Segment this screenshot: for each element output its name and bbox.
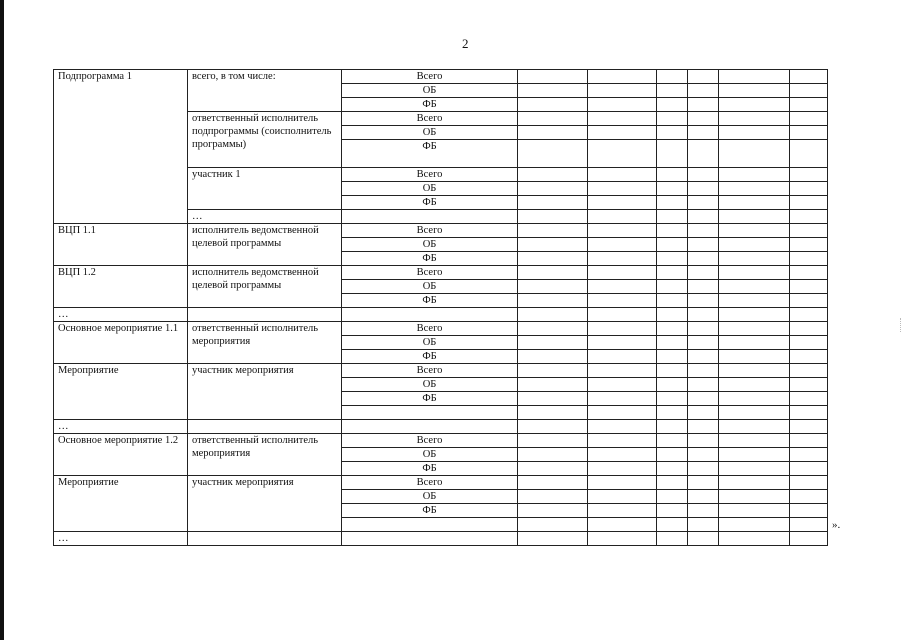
executor-cell: ответственный исполнитель мероприятия xyxy=(188,322,342,364)
value-cell xyxy=(688,238,719,252)
scan-mark xyxy=(900,318,902,332)
value-cell xyxy=(719,266,790,280)
value-cell xyxy=(790,210,828,224)
value-cell xyxy=(719,182,790,196)
value-cell xyxy=(518,532,588,546)
source-cell-ob: ОБ xyxy=(342,182,518,196)
source-cell-fb: ФБ xyxy=(342,196,518,210)
value-cell xyxy=(790,224,828,238)
value-cell xyxy=(588,406,657,420)
value-cell xyxy=(518,308,588,322)
value-cell xyxy=(719,322,790,336)
source-cell-ob: ОБ xyxy=(342,490,518,504)
value-cell xyxy=(790,392,828,406)
value-cell xyxy=(790,140,828,168)
value-cell xyxy=(518,70,588,84)
value-cell xyxy=(790,168,828,182)
value-cell xyxy=(719,406,790,420)
executor-cell xyxy=(188,420,342,434)
value-cell xyxy=(790,490,828,504)
executor-cell xyxy=(188,308,342,322)
value-cell xyxy=(518,182,588,196)
value-cell xyxy=(657,196,688,210)
source-cell-empty xyxy=(342,406,518,420)
value-cell xyxy=(719,420,790,434)
value-cell xyxy=(588,434,657,448)
value-cell xyxy=(657,280,688,294)
source-cell-total: Всего xyxy=(342,224,518,238)
value-cell xyxy=(657,98,688,112)
value-cell xyxy=(657,490,688,504)
value-cell xyxy=(588,280,657,294)
value-cell xyxy=(688,350,719,364)
source-cell-ob: ОБ xyxy=(342,126,518,140)
source-cell-empty xyxy=(342,518,518,532)
executor-cell: исполнитель ведомственной целевой программы xyxy=(188,266,342,308)
value-cell xyxy=(518,196,588,210)
value-cell xyxy=(719,140,790,168)
value-cell xyxy=(518,126,588,140)
value-cell xyxy=(719,126,790,140)
value-cell xyxy=(518,210,588,224)
closing-quote: ». xyxy=(832,519,841,531)
row-label: Основное мероприятие 1.1 xyxy=(54,322,188,364)
value-cell xyxy=(588,126,657,140)
value-cell xyxy=(719,336,790,350)
row-label: Мероприятие xyxy=(54,476,188,532)
value-cell xyxy=(688,336,719,350)
value-cell xyxy=(688,322,719,336)
value-cell xyxy=(688,378,719,392)
value-cell xyxy=(719,196,790,210)
value-cell xyxy=(657,336,688,350)
value-cell xyxy=(518,504,588,518)
source-cell-ob: ОБ xyxy=(342,84,518,98)
value-cell xyxy=(688,140,719,168)
source-cell-empty xyxy=(342,308,518,322)
value-cell xyxy=(790,476,828,490)
value-cell xyxy=(657,294,688,308)
source-cell-total: Всего xyxy=(342,322,518,336)
value-cell xyxy=(657,532,688,546)
source-cell-total: Всего xyxy=(342,70,518,84)
value-cell xyxy=(518,112,588,126)
value-cell xyxy=(719,392,790,406)
value-cell xyxy=(657,434,688,448)
row-label: … xyxy=(54,308,188,322)
value-cell xyxy=(657,518,688,532)
value-cell xyxy=(719,490,790,504)
value-cell xyxy=(719,224,790,238)
value-cell xyxy=(588,336,657,350)
value-cell xyxy=(588,252,657,266)
source-cell-total: Всего xyxy=(342,434,518,448)
value-cell xyxy=(518,238,588,252)
value-cell xyxy=(657,168,688,182)
value-cell xyxy=(719,378,790,392)
value-cell xyxy=(790,518,828,532)
executor-cell: участник мероприятия xyxy=(188,364,342,420)
value-cell xyxy=(688,252,719,266)
row-label: ВЦП 1.2 xyxy=(54,266,188,308)
value-cell xyxy=(657,378,688,392)
executor-cell: … xyxy=(188,210,342,224)
value-cell xyxy=(719,518,790,532)
value-cell xyxy=(657,448,688,462)
value-cell xyxy=(719,98,790,112)
source-cell-empty xyxy=(342,210,518,224)
value-cell xyxy=(518,392,588,406)
source-cell-fb: ФБ xyxy=(342,350,518,364)
value-cell xyxy=(719,462,790,476)
value-cell xyxy=(790,420,828,434)
value-cell xyxy=(657,350,688,364)
value-cell xyxy=(688,476,719,490)
value-cell xyxy=(518,434,588,448)
value-cell xyxy=(688,168,719,182)
source-cell-total: Всего xyxy=(342,112,518,126)
value-cell xyxy=(790,336,828,350)
source-cell-fb: ФБ xyxy=(342,462,518,476)
source-cell-empty xyxy=(342,420,518,434)
value-cell xyxy=(719,252,790,266)
value-cell xyxy=(719,84,790,98)
value-cell xyxy=(790,252,828,266)
value-cell xyxy=(790,112,828,126)
value-cell xyxy=(588,350,657,364)
value-cell xyxy=(518,98,588,112)
scan-edge xyxy=(0,0,4,640)
value-cell xyxy=(518,406,588,420)
value-cell xyxy=(790,294,828,308)
value-cell xyxy=(518,252,588,266)
value-cell xyxy=(688,504,719,518)
value-cell xyxy=(657,476,688,490)
value-cell xyxy=(688,182,719,196)
value-cell xyxy=(588,420,657,434)
value-cell xyxy=(657,112,688,126)
value-cell xyxy=(588,168,657,182)
value-cell xyxy=(518,140,588,168)
value-cell xyxy=(688,490,719,504)
value-cell xyxy=(790,266,828,280)
value-cell xyxy=(518,518,588,532)
value-cell xyxy=(657,322,688,336)
value-cell xyxy=(688,98,719,112)
executor-cell: ответственный исполнитель подпрограммы (соисполнитель программы) xyxy=(188,112,342,168)
value-cell xyxy=(588,210,657,224)
value-cell xyxy=(518,266,588,280)
source-cell-total: Всего xyxy=(342,476,518,490)
table-row xyxy=(54,70,828,84)
value-cell xyxy=(657,308,688,322)
value-cell xyxy=(588,532,657,546)
value-cell xyxy=(588,224,657,238)
value-cell xyxy=(657,406,688,420)
table-row xyxy=(54,420,828,434)
value-cell xyxy=(588,476,657,490)
source-cell-fb: ФБ xyxy=(342,294,518,308)
value-cell xyxy=(688,112,719,126)
row-label: … xyxy=(54,420,188,434)
value-cell xyxy=(688,196,719,210)
table-row xyxy=(54,476,828,490)
row-label: … xyxy=(54,532,188,546)
value-cell xyxy=(688,84,719,98)
value-cell xyxy=(688,210,719,224)
value-cell xyxy=(688,448,719,462)
value-cell xyxy=(790,84,828,98)
value-cell xyxy=(518,364,588,378)
executor-cell: исполнитель ведомственной целевой программы xyxy=(188,224,342,266)
value-cell xyxy=(518,322,588,336)
source-cell-fb: ФБ xyxy=(342,504,518,518)
value-cell xyxy=(688,308,719,322)
value-cell xyxy=(518,280,588,294)
row-label: Подпрограмма 1 xyxy=(54,70,188,224)
value-cell xyxy=(688,280,719,294)
value-cell xyxy=(790,70,828,84)
value-cell xyxy=(688,126,719,140)
source-cell-ob: ОБ xyxy=(342,238,518,252)
row-label: Мероприятие xyxy=(54,364,188,420)
value-cell xyxy=(790,448,828,462)
table-row xyxy=(54,322,828,336)
value-cell xyxy=(518,224,588,238)
page-number: 2 xyxy=(462,36,469,51)
value-cell xyxy=(518,336,588,350)
executor-cell: участник 1 xyxy=(188,168,342,210)
table-body xyxy=(54,70,828,546)
value-cell xyxy=(588,518,657,532)
value-cell xyxy=(588,238,657,252)
value-cell xyxy=(719,308,790,322)
executor-cell: ответственный исполнитель мероприятия xyxy=(188,434,342,476)
value-cell xyxy=(657,182,688,196)
value-cell xyxy=(657,420,688,434)
value-cell xyxy=(588,112,657,126)
value-cell xyxy=(719,448,790,462)
value-cell xyxy=(588,490,657,504)
value-cell xyxy=(657,140,688,168)
value-cell xyxy=(518,294,588,308)
value-cell xyxy=(688,420,719,434)
value-cell xyxy=(688,406,719,420)
value-cell xyxy=(719,434,790,448)
value-cell xyxy=(588,308,657,322)
funding-table xyxy=(53,69,828,546)
value-cell xyxy=(657,238,688,252)
source-cell-fb: ФБ xyxy=(342,252,518,266)
value-cell xyxy=(719,168,790,182)
value-cell xyxy=(790,532,828,546)
source-cell-fb: ФБ xyxy=(342,98,518,112)
value-cell xyxy=(790,308,828,322)
value-cell xyxy=(719,280,790,294)
value-cell xyxy=(657,210,688,224)
value-cell xyxy=(719,238,790,252)
source-cell-fb: ФБ xyxy=(342,140,518,168)
value-cell xyxy=(688,224,719,238)
value-cell xyxy=(518,84,588,98)
value-cell xyxy=(657,224,688,238)
value-cell xyxy=(588,140,657,168)
executor-cell: всего, в том числе: xyxy=(188,70,342,112)
row-label: ВЦП 1.1 xyxy=(54,224,188,266)
value-cell xyxy=(588,70,657,84)
value-cell xyxy=(518,168,588,182)
value-cell xyxy=(657,364,688,378)
value-cell xyxy=(719,532,790,546)
value-cell xyxy=(790,280,828,294)
value-cell xyxy=(719,476,790,490)
value-cell xyxy=(518,490,588,504)
value-cell xyxy=(588,98,657,112)
value-cell xyxy=(790,378,828,392)
value-cell xyxy=(688,266,719,280)
value-cell xyxy=(790,196,828,210)
value-cell xyxy=(588,378,657,392)
value-cell xyxy=(518,420,588,434)
value-cell xyxy=(790,462,828,476)
value-cell xyxy=(790,238,828,252)
value-cell xyxy=(790,98,828,112)
value-cell xyxy=(688,364,719,378)
value-cell xyxy=(588,294,657,308)
value-cell xyxy=(790,406,828,420)
value-cell xyxy=(588,266,657,280)
value-cell xyxy=(688,70,719,84)
value-cell xyxy=(719,210,790,224)
value-cell xyxy=(719,112,790,126)
table-row xyxy=(54,224,828,238)
value-cell xyxy=(518,350,588,364)
table-row xyxy=(54,266,828,280)
value-cell xyxy=(790,126,828,140)
value-cell xyxy=(688,462,719,476)
source-cell-empty xyxy=(342,532,518,546)
source-cell-ob: ОБ xyxy=(342,280,518,294)
value-cell xyxy=(790,350,828,364)
value-cell xyxy=(518,476,588,490)
value-cell xyxy=(719,364,790,378)
table-row xyxy=(54,434,828,448)
value-cell xyxy=(657,84,688,98)
value-cell xyxy=(588,448,657,462)
value-cell xyxy=(588,84,657,98)
source-cell-total: Всего xyxy=(342,168,518,182)
value-cell xyxy=(688,294,719,308)
value-cell xyxy=(588,196,657,210)
source-cell-total: Всего xyxy=(342,364,518,378)
table-row xyxy=(54,364,828,378)
value-cell xyxy=(518,462,588,476)
source-cell-ob: ОБ xyxy=(342,448,518,462)
source-cell-total: Всего xyxy=(342,266,518,280)
value-cell xyxy=(588,182,657,196)
value-cell xyxy=(790,364,828,378)
value-cell xyxy=(657,126,688,140)
value-cell xyxy=(790,322,828,336)
value-cell xyxy=(790,504,828,518)
row-label: Основное мероприятие 1.2 xyxy=(54,434,188,476)
value-cell xyxy=(719,350,790,364)
value-cell xyxy=(657,70,688,84)
value-cell xyxy=(719,70,790,84)
value-cell xyxy=(588,504,657,518)
value-cell xyxy=(719,294,790,308)
value-cell xyxy=(790,434,828,448)
value-cell xyxy=(657,504,688,518)
value-cell xyxy=(688,392,719,406)
value-cell xyxy=(657,266,688,280)
value-cell xyxy=(588,392,657,406)
value-cell xyxy=(790,182,828,196)
value-cell xyxy=(657,462,688,476)
executor-cell xyxy=(188,532,342,546)
value-cell xyxy=(588,322,657,336)
value-cell xyxy=(518,448,588,462)
value-cell xyxy=(657,392,688,406)
table-row xyxy=(54,532,828,546)
source-cell-ob: ОБ xyxy=(342,336,518,350)
source-cell-ob: ОБ xyxy=(342,378,518,392)
executor-cell: участник мероприятия xyxy=(188,476,342,532)
value-cell xyxy=(518,378,588,392)
table-row xyxy=(54,308,828,322)
value-cell xyxy=(688,434,719,448)
value-cell xyxy=(688,532,719,546)
value-cell xyxy=(688,518,719,532)
value-cell xyxy=(588,364,657,378)
value-cell xyxy=(719,504,790,518)
value-cell xyxy=(588,462,657,476)
source-cell-fb: ФБ xyxy=(342,392,518,406)
value-cell xyxy=(657,252,688,266)
